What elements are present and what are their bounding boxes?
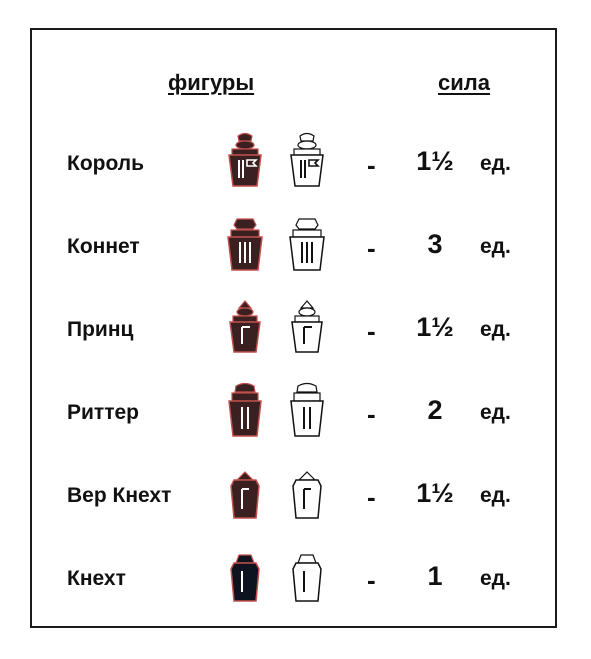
figures-column-header: фигуры <box>168 70 255 95</box>
prince-piece-light-icon <box>284 298 330 360</box>
strength-value: 1½ <box>416 312 454 342</box>
ver-knecht-piece-dark-icon <box>222 464 268 526</box>
table-row-ver-knecht <box>0 464 591 526</box>
dash-separator: - <box>367 482 376 512</box>
strength-value: 1 <box>427 561 443 591</box>
strength-value: 2 <box>427 395 443 425</box>
king-piece-dark-icon <box>222 132 268 194</box>
piece-name: Риттер <box>67 401 139 424</box>
connetable-piece-light-icon <box>284 215 330 277</box>
strength-value: 1½ <box>416 146 454 176</box>
knecht-piece-light-icon <box>284 547 330 609</box>
strength-unit: ед. <box>480 235 511 258</box>
strength-unit: ед. <box>480 567 511 590</box>
ritter-piece-light-icon <box>284 381 330 443</box>
piece-name: Кнехт <box>67 567 126 590</box>
dash-separator: - <box>367 150 376 180</box>
table-row-king <box>0 132 591 194</box>
table-row-knecht <box>0 547 591 609</box>
strength-value: 1½ <box>416 478 454 508</box>
dash-separator: - <box>367 316 376 346</box>
prince-piece-dark-icon <box>222 298 268 360</box>
strength-unit: ед. <box>480 318 511 341</box>
dash-separator: - <box>367 399 376 429</box>
table-row-prince <box>0 298 591 360</box>
dash-separator: - <box>367 565 376 595</box>
ritter-piece-dark-icon <box>222 381 268 443</box>
piece-name: Коннет <box>67 235 140 258</box>
dash-separator: - <box>367 233 376 263</box>
strength-unit: ед. <box>480 401 511 424</box>
piece-name: Принц <box>67 318 134 341</box>
connetable-piece-dark-icon <box>222 215 268 277</box>
strength-unit: ед. <box>480 484 511 507</box>
king-piece-light-icon <box>284 132 330 194</box>
piece-name: Король <box>67 152 145 175</box>
piece-name: Вер Кнехт <box>67 484 172 507</box>
ver-knecht-piece-light-icon <box>284 464 330 526</box>
strength-value: 3 <box>427 229 443 259</box>
table-row-ritter <box>0 381 591 443</box>
strength-column-header: сила <box>438 70 490 95</box>
knecht-piece-dark-icon <box>222 547 268 609</box>
strength-unit: ед. <box>480 152 511 175</box>
table-row-connetable <box>0 215 591 277</box>
